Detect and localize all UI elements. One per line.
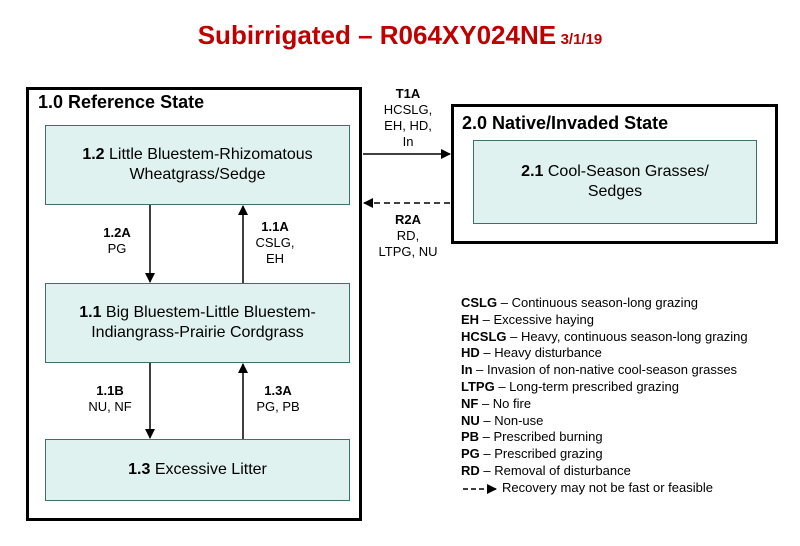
transition-1-2a-label: [92, 225, 142, 257]
phase-1-2-number: 1.2: [82, 146, 105, 163]
legend-item: PB – Prescribed burning: [461, 429, 603, 445]
transition-r2a-line2: LTPG, NU: [378, 244, 438, 259]
phase-2-1-line1: Cool-Season Grasses/: [543, 163, 709, 180]
transition-1-1a-code: 1.1A: [261, 219, 289, 234]
transition-1-3a-code: 1.3A: [264, 383, 292, 398]
legend-dashed-item: [461, 480, 748, 497]
legend-dashed-text: Recovery may not be fast or feasible: [502, 479, 713, 495]
transition-1-3a-line: PG, PB: [256, 399, 300, 414]
transition-1-1a-line2: EH: [265, 251, 285, 266]
transition-t1a-label: [370, 86, 446, 150]
transition-1-2a-line: PG: [107, 241, 127, 256]
reference-state-label: 1.0 Reference State: [38, 92, 205, 112]
title-main: Subirrigated – R064XY024NE: [197, 20, 557, 50]
transition-t1a-code: T1A: [395, 86, 421, 101]
phase-1-3-number: 1.3: [128, 461, 151, 478]
transition-1-1a-label: [250, 219, 300, 267]
legend-item: RD – Removal of disturbance: [461, 462, 631, 478]
phase-1-2-line2: Wheatgrass/Sedge: [129, 166, 266, 183]
legend-item: HCSLG – Heavy, continuous season-long grazing: [461, 328, 748, 344]
transition-t1a-line3: In: [402, 134, 414, 149]
legend-item: LTPG – Long-term prescribed grazing: [461, 378, 679, 394]
legend-item: NF – No fire: [461, 395, 532, 411]
transition-t1a-line2: EH, HD,: [384, 118, 432, 133]
transition-1-1a-line1: CSLG,: [255, 235, 295, 250]
transition-1-1b-line: NU, NF: [88, 399, 132, 414]
phase-1-1-line1: Big Bluestem-Little Bluestem-: [101, 304, 316, 321]
phase-1-2-line1: Little Bluestem-Rhizomatous: [104, 146, 313, 163]
phase-1-1-line2: Indiangrass-Prairie Cordgrass: [91, 324, 304, 341]
legend-item: CSLG – Continuous season-long grazing: [461, 295, 699, 310]
transition-r2a-label: [368, 212, 448, 260]
legend: [461, 295, 748, 497]
transition-1-1b-code: 1.1B: [96, 383, 124, 398]
transition-1-3a-label: [248, 383, 308, 415]
legend-item: EH – Excessive haying: [461, 311, 594, 327]
transition-r2a-line1: RD,: [396, 228, 420, 243]
legend-item: NU – Non-use: [461, 412, 544, 428]
legend-item: PG – Prescribed grazing: [461, 446, 603, 462]
phase-1-1-number: 1.1: [79, 304, 102, 321]
phase-2-1-line2: Sedges: [587, 183, 643, 200]
legend-item: In – Invasion of non-native cool-season grasses: [461, 362, 738, 378]
transition-r2a-code: R2A: [394, 212, 421, 227]
transition-1-1b-label: [80, 383, 140, 415]
transition-t1a-line1: HCSLG,: [383, 102, 433, 117]
transition-1-2a-code: 1.2A: [103, 225, 131, 240]
phase-1-3-line1: Excessive Litter: [150, 461, 267, 478]
legend-item: HD – Heavy disturbance: [461, 345, 602, 361]
phase-2-1-number: 2.1: [521, 163, 544, 180]
title-date: 3/1/19: [560, 31, 603, 48]
native-invaded-state-label: 2.0 Native/Invaded State: [462, 113, 669, 133]
